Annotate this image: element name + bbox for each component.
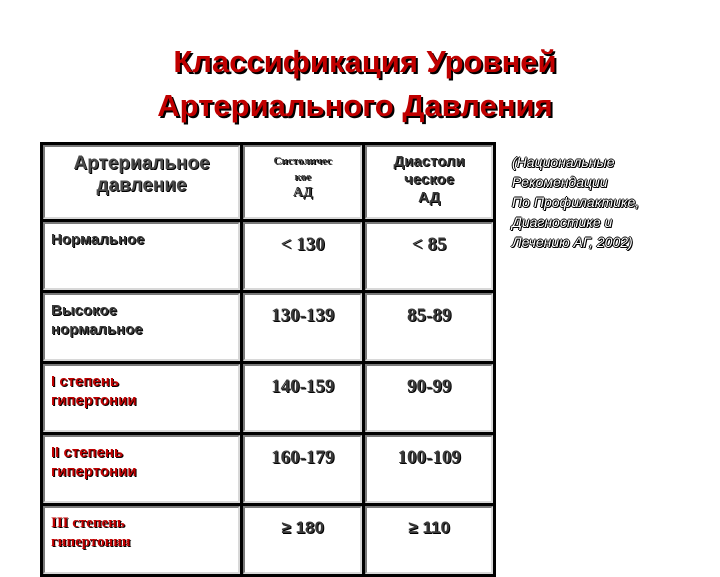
source-note-line-4: Диагностике и (512, 214, 613, 230)
source-note-line-5: Лечению АГ, 2002) (512, 234, 633, 250)
header-pressure-line-2: давление (96, 175, 187, 196)
row-label-line-2: гипертонии (51, 463, 137, 480)
table-row (43, 435, 493, 503)
diastolic-cell: < 85 (365, 222, 493, 290)
row-label (43, 222, 240, 290)
table-row (43, 364, 493, 432)
row-label (43, 293, 240, 361)
source-note-line-2: Рекомендации (512, 174, 608, 190)
source-note (512, 152, 702, 252)
slide-title-line-1: Классификация Уровней (173, 44, 557, 79)
systolic-cell: 130-139 (243, 293, 362, 361)
row-label (43, 435, 240, 503)
header-pressure (43, 145, 240, 219)
row-label (43, 364, 240, 432)
row-label-line-2: нормальное (51, 321, 143, 338)
header-systolic-line-1: Систоличес (273, 155, 332, 167)
table-row (43, 293, 493, 361)
row-label-line-1: Высокое (51, 302, 117, 319)
blood-pressure-table (40, 142, 496, 577)
diastolic-cell: ≥ 110 (365, 506, 493, 574)
row-label-line-2: гипертонии (51, 534, 131, 550)
header-pressure-line-1: Артериальное (73, 153, 210, 174)
slide-title (0, 40, 720, 128)
header-diastolic-line-1: Диастоли (393, 153, 465, 170)
systolic-cell: ≥ 180 (243, 506, 362, 574)
header-diastolic (365, 145, 493, 219)
diastolic-cell: 90-99 (365, 364, 493, 432)
row-label-line-1: II степень (51, 444, 124, 461)
row-label-line-2: гипертонии (51, 392, 137, 409)
header-systolic-line-2: кое (294, 171, 312, 183)
row-label-line-1: III степень (51, 515, 125, 531)
source-note-line-1: (Национальные (512, 154, 615, 170)
table-row (43, 506, 493, 574)
header-systolic-line-3: АД (292, 185, 313, 200)
source-note-line-3: По Профилактике, (512, 194, 640, 210)
table-header-row (43, 145, 493, 219)
systolic-cell: < 130 (243, 222, 362, 290)
header-systolic (243, 145, 362, 219)
row-label (43, 506, 240, 574)
row-label-line-1: Нормальное (51, 231, 145, 248)
slide-title-line-2: Артериального Давления (157, 88, 553, 123)
header-diastolic-line-3: АД (418, 189, 441, 206)
diastolic-cell: 100-109 (365, 435, 493, 503)
table-row (43, 222, 493, 290)
systolic-cell: 160-179 (243, 435, 362, 503)
row-label-line-1: I степень (51, 373, 120, 390)
systolic-cell: 140-159 (243, 364, 362, 432)
header-diastolic-line-2: ческое (404, 171, 455, 188)
diastolic-cell: 85-89 (365, 293, 493, 361)
